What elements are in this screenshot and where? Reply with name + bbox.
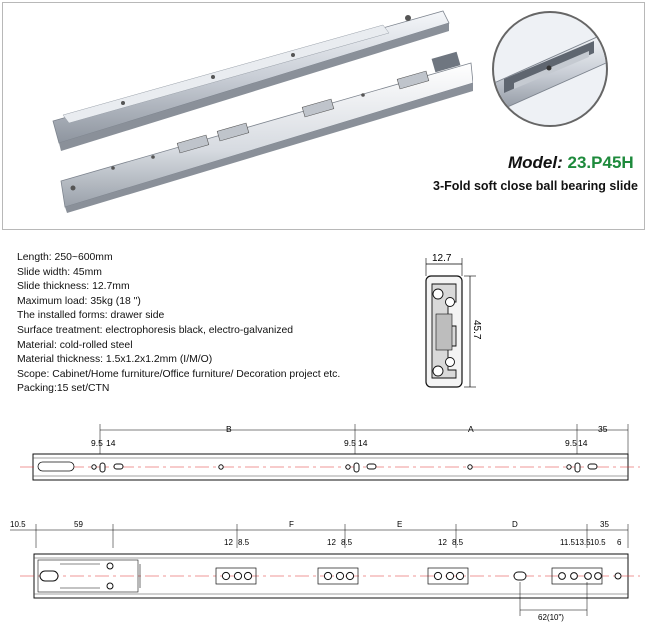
dim-62-10-inch: 62(10")	[538, 613, 564, 622]
dim-letter-f: F	[289, 520, 294, 529]
dim-12-b: 12	[327, 538, 336, 547]
dim-letter-d: D	[512, 520, 518, 529]
spec-material-thickness: Material thickness: 1.5x1.2x1.2mm (I/M/O)	[17, 354, 213, 366]
dim-6: 6	[617, 538, 622, 547]
product-subtitle: 3-Fold soft close ball bearing slide	[433, 179, 638, 193]
dim-10-5: 10.5	[10, 520, 26, 529]
dim-13-5: 13.5	[575, 538, 591, 547]
dim-14-a: 14	[106, 438, 116, 448]
dim-8-5-c: 8.5	[452, 538, 464, 547]
model-label: Model:	[508, 153, 563, 172]
spec-scope: Scope: Cabinet/Home furniture/Office furniture/ Decoration project etc.	[17, 368, 341, 380]
cross-section-height: 45.7	[471, 320, 482, 340]
dim-8-5-b: 8.5	[341, 538, 353, 547]
mounting-drawing-top	[0, 420, 647, 490]
spec-length: Length: 250~600mm	[17, 252, 113, 263]
dim-12-c: 12	[438, 538, 447, 547]
spec-packing: Packing:15 set/CTN	[17, 383, 110, 395]
detail-zoom-illustration	[494, 13, 606, 125]
spec-list	[17, 251, 340, 397]
dim-9-5-c: 9.5	[565, 438, 577, 448]
spec-width: Slide width: 45mm	[17, 266, 102, 278]
dim-9-5-a: 9.5	[91, 438, 103, 448]
spec-thickness: Slide thickness: 12.7mm	[17, 281, 130, 293]
dim-12-a: 12	[224, 538, 233, 547]
cross-section-width: 12.7	[432, 253, 452, 264]
dim-11-5: 11.5	[560, 538, 575, 547]
dim-59: 59	[74, 520, 83, 529]
dim-letter-e: E	[397, 520, 403, 529]
model-code: 23.P45H	[567, 153, 634, 172]
slide-product-illustration	[3, 3, 473, 227]
dim-14-c: 14	[578, 438, 588, 448]
dim-letter-a: A	[468, 424, 474, 434]
mounting-drawing-bottom	[0, 508, 647, 623]
dim-14-b: 14	[358, 438, 368, 448]
dim-35-bottom: 35	[600, 520, 609, 529]
dim-10-5-b: 10.5	[590, 538, 606, 547]
dim-letter-b: B	[226, 424, 232, 434]
spec-install-form: The installed forms: drawer side	[17, 310, 165, 322]
detail-zoom-circle	[492, 11, 608, 127]
dim-9-5-b: 9.5	[344, 438, 356, 448]
spec-material: Material: cold-rolled steel	[17, 339, 133, 351]
product-hero-panel	[2, 2, 645, 230]
dim-8-5-a: 8.5	[238, 538, 250, 547]
spec-max-load: Maximum load: 35kg (18 ")	[17, 295, 141, 307]
cross-section-drawing	[412, 250, 492, 400]
spec-surface: Surface treatment: electrophoresis black, electro-galvanized	[17, 324, 294, 336]
model-line	[508, 153, 634, 173]
dim-35-top: 35	[598, 424, 608, 434]
